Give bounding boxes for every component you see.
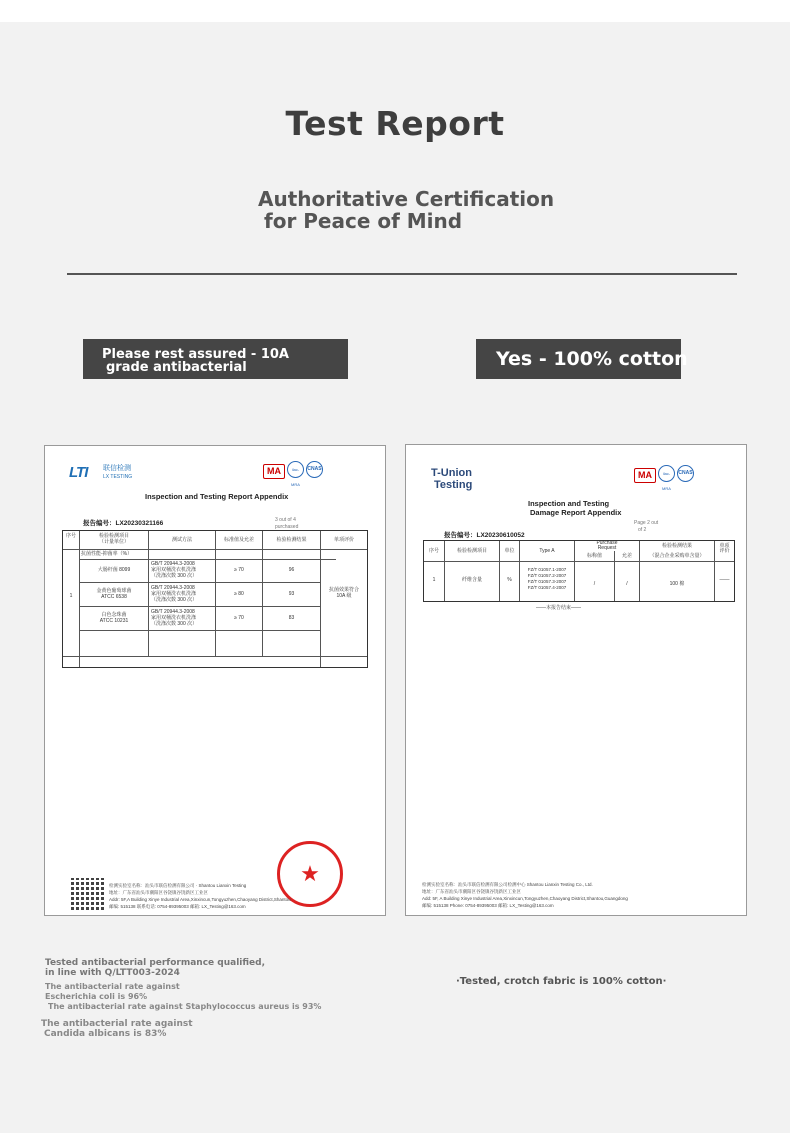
cnas-logo: CNAS (677, 465, 694, 482)
subtitle-line-1: Authoritative Certification (258, 187, 555, 211)
ilac-logo: ilac-MRA (658, 465, 675, 482)
footer-line: 地址：广东省汕头市潮阳区谷饶镇谷饶新区工业区 (422, 889, 521, 894)
certification-logos (263, 461, 323, 487)
antibacterial-table (62, 530, 368, 668)
note-staph (48, 1002, 321, 1012)
col-header: 单项评价 (333, 537, 354, 543)
row-evaluation: —— (719, 577, 730, 583)
col-header: 单项 评价 (719, 543, 730, 554)
page-note (634, 520, 658, 534)
lab-name-en: LX TESTING (103, 474, 133, 480)
cotton-badge (476, 339, 688, 379)
note-ecoli (45, 982, 180, 1002)
sub-col-header: （混合企业采购单含量） (649, 553, 705, 559)
row-item: 白色念珠菌 ATCC 10231 (99, 612, 129, 624)
row-tolerance: / (626, 581, 628, 587)
col-header: 标准值及允差 (223, 537, 254, 543)
row-item: 大肠杆菌 8099 (97, 567, 131, 573)
page-note-line-2: of 2 (638, 527, 647, 533)
report-heading-line-1: Inspection and Testing (528, 499, 610, 508)
note-qualified-line-1: Tested antibacterial performance qualified, (45, 958, 266, 968)
page-subtitle (258, 188, 554, 232)
t-union-logo-line-1: T-Union (431, 467, 472, 479)
row-result: 96 (288, 567, 295, 573)
table-bottom-line (63, 656, 367, 657)
note-candida-line-1: The antibacterial rate against (41, 1019, 193, 1029)
row-method: GB/T 20944.3-2008 家用双桶洗衣机洗涤 （洗涤次数 300 次） (151, 561, 198, 579)
title-divider (67, 273, 737, 275)
note-candida (41, 1019, 193, 1039)
page-title: Test Report (285, 104, 505, 143)
row-result: 100 棉 (669, 581, 685, 587)
note-candida-line-2: Candida albicans is 83% (44, 1029, 167, 1039)
row-number: 1 (69, 593, 73, 599)
note-cotton: ·Tested, crotch fabric is 100% cotton· (456, 976, 667, 987)
note-qualified (45, 958, 265, 978)
antibacterial-badge-line-2: grade antibacterial (106, 360, 247, 375)
row-standard: ≥ 80 (234, 591, 244, 597)
row-standard: ≥ 70 (234, 615, 244, 621)
col-header: 序号 (65, 533, 76, 539)
col-header: Purchase Request (596, 540, 618, 551)
fiber-content-report-document (405, 444, 747, 916)
footer-line: Add: 5F, A Building Xinye Industrial Area,Xinxincun,Tongyuzhen,Chaoyang District,Shantou,Guangdong (422, 896, 628, 901)
report-footer (109, 882, 291, 910)
report-end-mark: ——本报告结束—— (536, 605, 582, 611)
row-result: 93 (288, 591, 295, 597)
row-item: 纤维含量 (461, 577, 482, 583)
t-union-logo-line-2: Testing (434, 479, 473, 491)
col-header: 检验检测项目 （计量单位） (98, 533, 129, 545)
col-header: 检验检测项目 (456, 548, 487, 554)
fiber-content-table (423, 540, 735, 602)
footer-line: 邮编: 515138 Phone: 0754-89395003 邮箱: LX_Testing@163.com (422, 903, 554, 908)
note-ecoli-line-2: Escherichia coli is 96% (45, 992, 148, 1001)
subtitle-line-2: for Peace of Mind (264, 209, 463, 233)
row-item: 金黄色葡萄球菌 ATCC 6538 (96, 588, 132, 600)
report-heading-line-2: Damage Report Appendix (530, 508, 622, 517)
antibacterial-badge-line-1: Please rest assured - 10A (102, 347, 289, 362)
footer-line: 邮编: 515138 联系电话: 0754-89395003 邮箱: LX_Testing@163.com (109, 904, 246, 909)
col-header: 测试方法 (171, 537, 192, 543)
footer-line: 检测实验室名称：汕头市联信检测有限公司 · Shantou Lianxin Testing (109, 883, 247, 888)
row-unit: % (507, 577, 512, 583)
cma-logo: MA (634, 468, 656, 483)
certification-logos (634, 465, 694, 491)
row-nominal: / (593, 581, 596, 587)
top-band (0, 0, 790, 22)
cma-logo: MA (263, 464, 285, 479)
row-method: GB/T 20944.3-2008 家用双桶洗衣机洗涤 （洗涤次数 300 次） (151, 609, 198, 627)
lti-logo: LTI (69, 464, 88, 481)
antibacterial-badge (83, 339, 348, 379)
row-result: 83 (288, 615, 295, 621)
star-icon: ★ (300, 861, 320, 886)
note-staph-line: The antibacterial rate against Staphylococcus aureus is 93% (48, 1002, 322, 1011)
col-header: Type A (539, 548, 555, 554)
row-standard: ≥ 70 (234, 567, 244, 573)
page-note-line-1: Page 2 out (634, 520, 659, 526)
report-number: 报告编号：LX20230321166 (83, 520, 164, 527)
page-note (275, 517, 298, 531)
cotton-badge-text: Yes - 100% cotton (496, 348, 688, 370)
t-union-logo (431, 467, 472, 491)
page-note-line-1: 3 out of 4 (275, 517, 296, 523)
qr-code-icon (71, 878, 105, 910)
sub-col-header: 标称值 (586, 553, 602, 559)
col-header: 序号 (428, 548, 439, 554)
footer-line: 检测实验室名称：汕头市联信检测有限公司检测中心 Shantou Lianxin Testing Co., Ltd. (422, 882, 593, 887)
antibacterial-report-document (44, 445, 386, 916)
note-ecoli-line-1: The antibacterial rate against (45, 982, 180, 991)
row-evaluation: 抗菌效果符合 10A 级 (328, 587, 359, 599)
footer-line: Addr: 5F,A Building Xinye Industrial Area,Xinxincun,Tongyuzhen,Chaoyang District,Shantou (109, 897, 291, 902)
sub-col-header: 允差 (621, 553, 632, 559)
lab-name (103, 465, 132, 481)
ilac-logo: ilac-MRA (287, 461, 304, 478)
lab-name-cn: 联信检测 (103, 465, 131, 472)
col-header: 检验检测结果 (661, 543, 692, 549)
col-header: 单位 (504, 548, 515, 554)
row-method: GB/T 20944.3-2008 家用双桶洗衣机洗涤 （洗涤次数 300 次） (151, 585, 198, 603)
col-header: 检验检测结果 (276, 537, 307, 543)
cnas-logo: CNAS (306, 461, 323, 478)
report-footer (422, 881, 628, 909)
report-heading (528, 499, 621, 517)
row-method: FZ/T 01057.1-2007 FZ/T 01057.2-2007 FZ/T 01057.3-2007 FZ/T 01057.4-2007 (527, 567, 567, 590)
row-number: 1 (432, 577, 436, 583)
note-qualified-line-2: in line with Q/LTT003-2024 (45, 968, 180, 978)
section-label: 抗菌性能-抑菌率（%） (81, 551, 133, 557)
footer-line: 地址：广东省汕头市潮阳区谷饶镇谷饶新区工业区 (109, 890, 208, 895)
report-heading: Inspection and Testing Report Appendix (145, 492, 289, 501)
page-note-line-2: purchased (275, 524, 299, 530)
report-number: 报告编号：LX20230610052 (444, 532, 525, 539)
